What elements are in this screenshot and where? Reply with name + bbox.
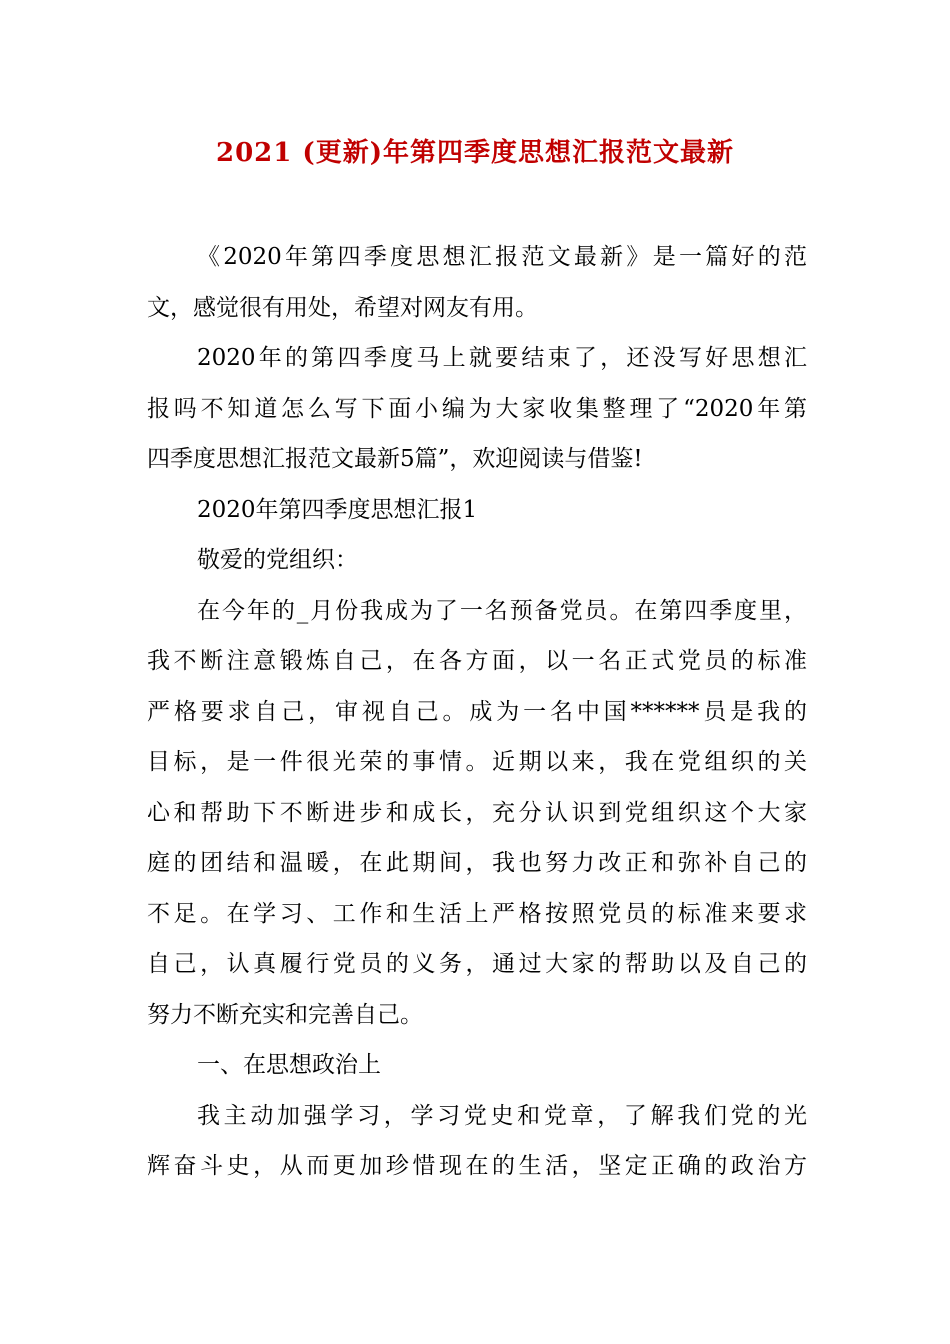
paragraph-line: 严格要求自己，审视自己。成为一名中国******员是我的 — [147, 698, 807, 725]
document-title: 2021 (更新)年第四季度思想汇报范文最新 — [215, 138, 735, 168]
paragraph-line: 自己，认真履行党员的义务，通过大家的帮助以及自己的 — [147, 951, 807, 977]
section-heading: 一、在思想政治上 — [197, 1052, 381, 1078]
paragraph-line: 文，感觉很有用处，希望对网友有用。 — [147, 294, 538, 321]
paragraph-line: 四季度思想汇报范文最新5篇”，欢迎阅读与借鉴! — [147, 446, 643, 472]
paragraph-line: 努力不断充实和完善自己。 — [147, 1001, 423, 1028]
salutation: 敬爱的党组织： — [197, 547, 358, 573]
paragraph-line: 不足。在学习、工作和生活上严格按照党员的标准来要求 — [147, 900, 807, 927]
paragraph-line: 在今年的_月份我成为了一名预备党员。在第四季度里， — [197, 597, 807, 624]
section-heading: 2020年第四季度思想汇报1 — [197, 496, 478, 523]
paragraph-line: 2020年的第四季度马上就要结束了，还没写好思想汇 — [197, 345, 807, 371]
document-body — [147, 232, 807, 1192]
paragraph-line: 庭的团结和温暖，在此期间，我也努力改正和弥补自己的 — [147, 850, 807, 876]
paragraph-line: 辉奋斗史，从而更加珍惜现在的生活，坚定正确的政治方 — [147, 1153, 807, 1179]
paragraph-line: 报吗不知道怎么写下面小编为大家收集整理了“2020年第 — [147, 395, 807, 422]
paragraph-line: 我主动加强学习，学习党史和党章，了解我们党的光 — [197, 1102, 807, 1129]
paragraph-line: 《2020年第四季度思想汇报范文最新》是一篇好的范 — [197, 244, 807, 270]
paragraph-line: 我不断注意锻炼自己，在各方面，以一名正式党员的标准 — [147, 648, 807, 674]
paragraph-line: 目标，是一件很光荣的事情。近期以来，我在党组织的关 — [147, 749, 807, 775]
paragraph-line: 心和帮助下不断进步和成长，充分认识到党组织这个大家 — [147, 799, 807, 826]
